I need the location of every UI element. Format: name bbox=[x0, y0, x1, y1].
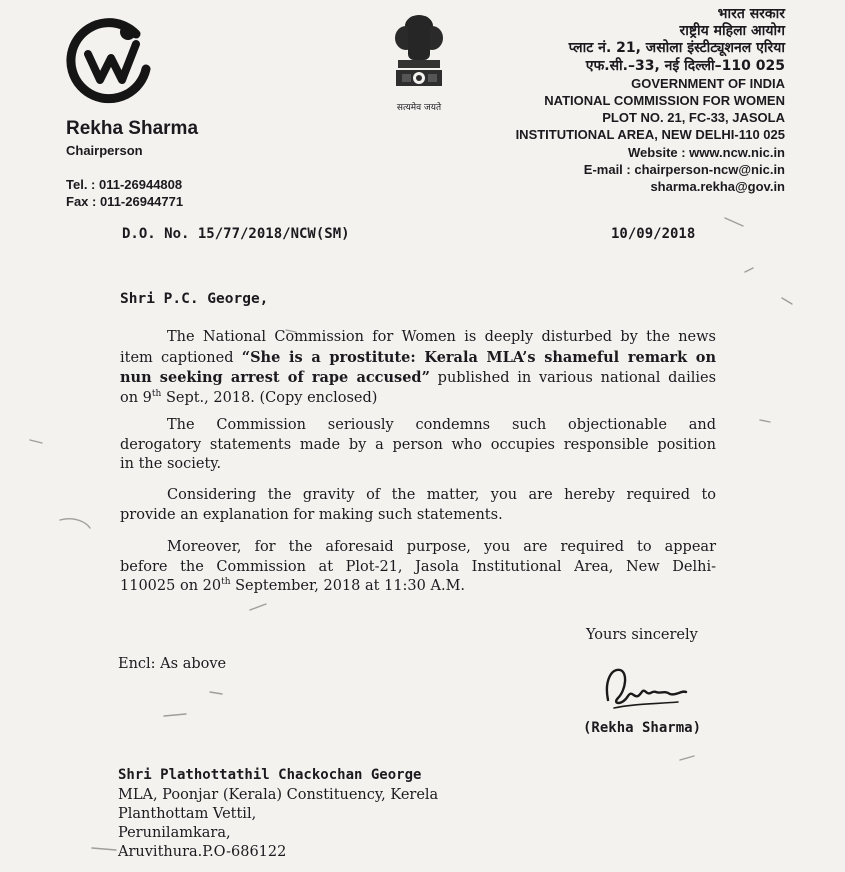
addressee-line-1: MLA, Poonjar (Kerala) Constituency, Kerela bbox=[118, 787, 439, 803]
addressee-line-4: Aruvithura.P.O-686122 bbox=[118, 844, 287, 860]
address-line-govt: GOVERNMENT OF INDIA bbox=[631, 75, 785, 91]
paragraph-1-end: Sept., 2018. (Copy enclosed) bbox=[165, 389, 378, 406]
chairperson-role: Chairperson bbox=[66, 143, 143, 158]
closing-line: Yours sincerely bbox=[586, 627, 698, 643]
addressee-line-2: Planthottam Vettil, bbox=[118, 806, 257, 822]
telephone-number: Tel. : 011-26944808 bbox=[66, 177, 183, 192]
fax-number: Fax : 011-26944771 bbox=[66, 194, 184, 209]
hindi-line-plot: प्लाट नं. 21, जसोला इंस्टीट्यूशनल एरिया bbox=[568, 40, 785, 57]
paragraph-3-line-1: Considering the gravity of the matter, you are hereby required to bbox=[167, 487, 716, 503]
address-line-commission: NATIONAL COMMISSION FOR WOMEN bbox=[544, 93, 785, 109]
letter-date: 10/09/2018 bbox=[611, 226, 696, 242]
enclosure-note: Encl: As above bbox=[118, 656, 227, 672]
address-line-plot: PLOT NO. 21, FC-33, JASOLA bbox=[602, 110, 785, 126]
paragraph-1-rest: published in various national dailies bbox=[437, 370, 717, 386]
paragraph-1-line-1: The National Commission for Women is deeply disturbed by the news bbox=[167, 329, 716, 345]
paragraph-1-superscript: th bbox=[151, 388, 162, 399]
reference-number: D.O. No. 15/77/2018/NCW(SM) bbox=[122, 226, 350, 242]
hindi-line-govt: भारत सरकार bbox=[717, 6, 785, 22]
paragraph-4-line-1: Moreover, for the aforesaid purpose, you are required to appear bbox=[167, 539, 716, 555]
paragraph-3-line-2: provide an explanation for making such statements. bbox=[120, 506, 503, 523]
paragraph-2-line-3: in the society. bbox=[120, 456, 222, 472]
salutation: Shri P.C. George, bbox=[120, 291, 269, 307]
hindi-line-commission: राष्ट्रीय महिला आयोग bbox=[679, 23, 785, 40]
paragraph-2-line-1: The Commission seriously condemns such objectionable and bbox=[167, 417, 716, 433]
paragraph-4-date-b: September, 2018 at 11:30 A.M. bbox=[235, 578, 466, 594]
addressee-name: Shri Plathottathil Chackochan George bbox=[118, 767, 422, 783]
address-line-area: INSTITUTIONAL AREA, NEW DELHI-110 025 bbox=[515, 127, 785, 143]
hindi-line-city: एफ.सी.–33, नई दिल्ली–110 025 bbox=[585, 57, 785, 74]
email-line-2: sharma.rekha@gov.in bbox=[650, 179, 785, 195]
news-headline-part-2: nun seeking arrest of rape accused” bbox=[120, 369, 430, 386]
chairperson-name: Rekha Sharma bbox=[66, 118, 199, 139]
paragraph-1-item-text: item captioned bbox=[120, 349, 234, 366]
paragraph-1-on: on 9 bbox=[120, 389, 152, 406]
addressee-line-3: Perunilamkara, bbox=[118, 825, 231, 841]
paragraph-2-line-2: derogatory statements made by a person who occupies responsible position bbox=[120, 436, 716, 453]
paragraph-4-date-a: 110025 on 20 bbox=[120, 578, 222, 594]
news-headline-part-1: “She is a prostitute: Kerala MLA’s shameful remark on bbox=[241, 348, 717, 366]
website-line: Website : www.ncw.nic.in bbox=[628, 144, 785, 160]
paragraph-4-superscript: th bbox=[221, 577, 231, 588]
signatory-name: (Rekha Sharma) bbox=[583, 720, 702, 736]
paragraph-4-line-2: before the Commission at Plot-21, Jasola Institutional Area, New Delhi- bbox=[120, 558, 716, 575]
email-line: E-mail : chairperson-ncw@nic.in bbox=[583, 161, 785, 177]
emblem-motto: सत्यमेव जयते bbox=[396, 103, 442, 113]
